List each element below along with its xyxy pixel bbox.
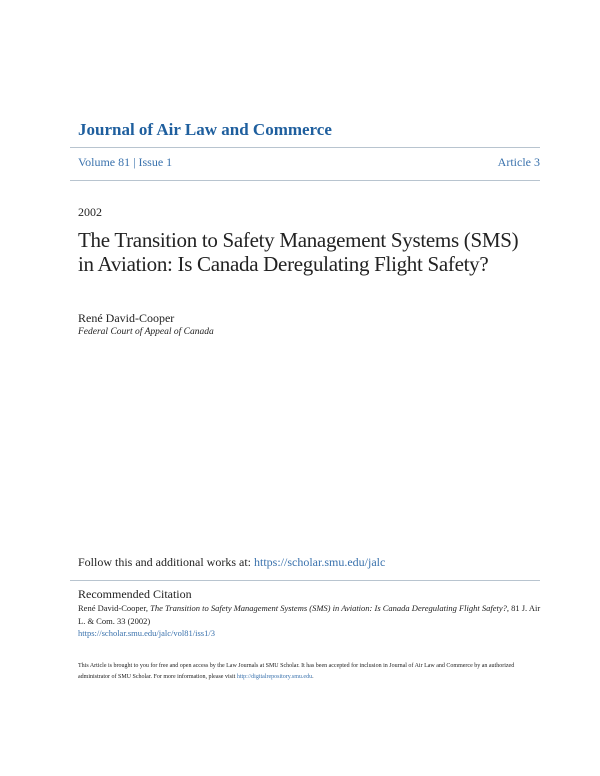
citation-text [78, 602, 548, 640]
follow-text: Follow this and additional works at: [78, 555, 254, 569]
footer-text: This Article is brought to you for free and open access by the Law Journals at SMU Scholar. It has been accepted for inclusion in Journal of Air Law and Commerce by an authorized administrator of SMU Scholar. For more information, please visit [78, 663, 515, 680]
journal-title[interactable]: Journal of Air Law and Commerce [78, 120, 332, 139]
citation-link[interactable]: https://scholar.smu.edu/jalc/vol81/iss1/3 [78, 628, 215, 638]
citation-title: The Transition to Safety Management Systems (SMS) in Aviation: Is Canada Deregulating Flight Safety? [150, 603, 507, 613]
article-title: The Transition to Safety Management Systems (SMS) in Aviation: Is Canada Deregulating Flight Safety? [78, 228, 519, 276]
footer-end: . [312, 674, 314, 680]
publication-year: 2002 [78, 205, 102, 219]
article-number-link[interactable]: Article 3 [497, 155, 540, 169]
author-name: René David-Cooper [78, 311, 175, 325]
issue-info-row [78, 155, 540, 175]
recommended-citation-heading: Recommended Citation [78, 587, 192, 601]
citation-suffix: , 81 J. Air L. & Com. 33 (2002) [78, 603, 541, 626]
footer-note [78, 661, 543, 683]
footer-link[interactable]: http://digitalrepository.smu.edu [236, 674, 313, 680]
divider-middle [70, 180, 540, 181]
divider-citation [70, 580, 540, 581]
follow-link[interactable]: https://scholar.smu.edu/jalc [254, 555, 386, 569]
citation-author: René David-Cooper, [78, 603, 151, 613]
author-affiliation: Federal Court of Appeal of Canada [78, 327, 214, 337]
divider-top [70, 147, 540, 148]
follow-line [78, 555, 385, 570]
volume-issue-link[interactable]: Volume 81 | Issue 1 [78, 155, 173, 169]
